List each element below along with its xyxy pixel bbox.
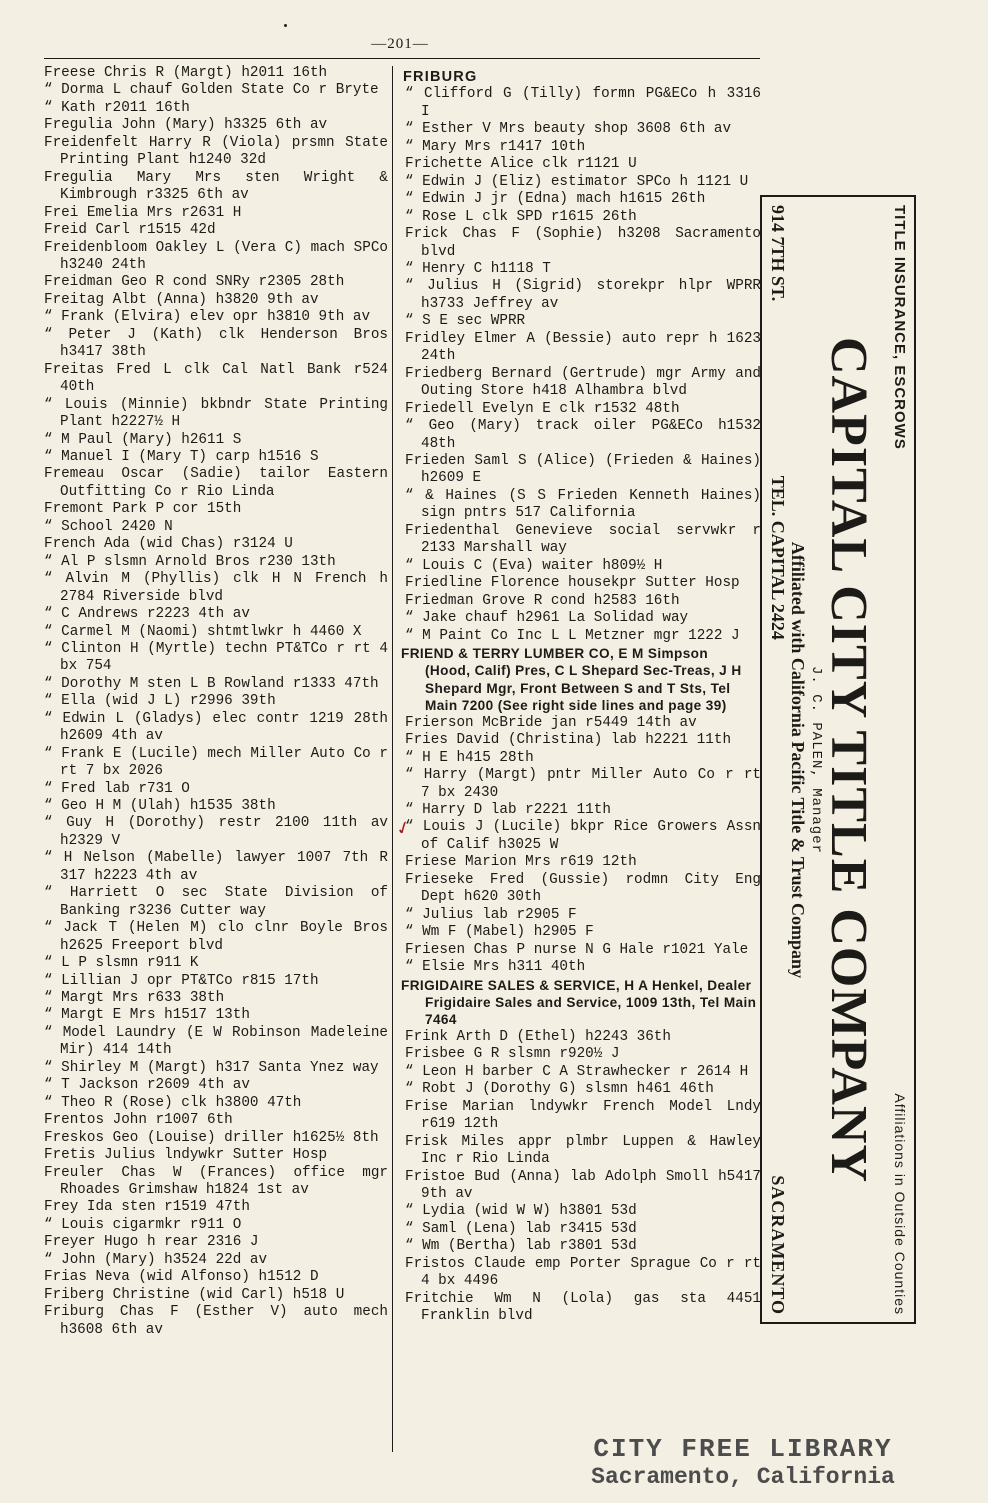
banner-manager: J. C. PALEN, Manager [808,665,824,854]
directory-entry: “ Carmel M (Naomi) shtmtlwkr h 4460 X [44,623,362,640]
directory-entry: “ Louis cigarmkr r911 O [44,1216,242,1233]
directory-entry: Fremeau Oscar (Sadie) tailor Eastern Outfitting Co r Rio Linda [44,466,388,500]
directory-entry: “ Robt J (Dorothy G) slsmn h461 46th [405,1081,714,1098]
directory-entry: “ M Paul (Mary) h2611 S [44,431,242,448]
directory-entry: Freitas Fred L clk Cal Natl Bank r524 40th [44,361,388,396]
directory-entry: Frias Neva (wid Alfonso) h1512 D [44,1269,319,1286]
directory-entry: “ Harry D lab r2221 11th [405,802,611,819]
directory-entry: “ Elsie Mrs h311 40th [405,959,586,976]
directory-entry: “ Kath r2011 16th [44,99,190,116]
directory-entry: “ Jake chauf h2961 La Solidad way [405,610,689,627]
directory-entry: Fristos Claude emp Porter Sprague Co r rt 4 bx 4496 [405,1255,761,1290]
directory-entry: “ Frank E (Lucile) mech Miller Auto Co r rt 7 bx 2026 [44,745,388,780]
directory-entry: Freid Carl r1515 42d [44,222,216,239]
directory-entry: “ S E sec WPRR [405,313,526,330]
directory-entry: Freidenbloom Oakley L (Vera C) mach SPCo h3240 24th [44,239,388,273]
banner-company-name: CAPITAL CITY TITLE COMPANY [820,336,877,1183]
directory-entry: “ & Haines (S S Frieden Kenneth Haines) sign pntrs 517 California [405,487,761,522]
directory-entry: Fretis Julius lndywkr Sutter Hosp [44,1147,328,1164]
directory-entry: “ Model Laundry (E W Robinson Madeleine Mir) 414 14th [44,1024,388,1059]
directory-entry: “ Peter J (Kath) clk Henderson Bros h3417 38th [44,326,388,361]
directory-entry: Frisbee G R slsmn r920½ J [405,1046,620,1063]
banner-title-insurance: TITLE INSURANCE, ESCROWS [891,204,908,450]
directory-entry: Freskos Geo (Louise) driller h1625½ 8th [44,1129,379,1146]
directory-entry: Frei Emelia Mrs r2631 H [44,204,242,221]
directory-entry: Friedenthal Genevieve social servwkr r 2133 Marshall way [405,522,761,557]
banner-bottom-line [767,205,788,1315]
directory-entry: “ Frank (Elvira) elev opr h3810 9th av [44,309,371,326]
directory-entry: Fremont Park P cor 15th [44,501,242,518]
directory-entry: “ Theo R (Rose) clk h3800 47th [44,1094,302,1111]
banner-phone: TEL. CAPITAL 2424 [768,475,788,640]
directory-entry: “ Edwin J jr (Edna) mach h1615 26th [405,191,706,208]
directory-entry: “ Louis C (Eva) waiter h809½ H [405,557,663,574]
directory-entry: Frieseke Fred (Gussie) rodmn City Eng Dept h620 30th [405,871,761,906]
directory-entry: “ Clinton H (Myrtle) techn PT&TCo r rt 4 bx 754 [44,640,388,675]
directory-entry: “ Henry C h1118 T [405,260,551,277]
directory-entry: Frieden Saml S (Alice) (Frieden & Haines) h2609 E [405,452,761,487]
directory-entry: Freese Chris R (Margt) h2011 16th [44,65,328,81]
directory-entry: “ Louis J (Lucile) bkpr Rice Growers Assn of Calif h3025 W [405,819,761,853]
directory-entry: “ Esther V Mrs beauty shop 3608 6th av [405,121,732,138]
directory-entry: Frey Ida sten r1519 47th [44,1199,250,1216]
directory-entry: Frisk Miles appr plmbr Luppen & Hawley Inc r Rio Linda [405,1133,761,1168]
directory-entry: “ Margt Mrs r633 38th [44,990,225,1007]
business-listing-bold: FRIEND & TERRY LUMBER CO, E M Simpson (Hood, Calif) Pres, C L Shepard Sec-Treas, J H Shepard Mgr, Front Between S and T Sts, Tel Main 7200 (See right side lines and page 39) [401,645,742,714]
directory-entry: “ H E h415 28th [405,749,534,766]
directory-entry: Friberg Christine (wid Carl) h518 U [44,1286,345,1303]
directory-entry: “ Harry (Margt) pntr Miller Auto Co r rt 7 bx 2430 [405,767,761,801]
directory-entry: “ Al P slsmn Arnold Bros r230 13th [44,553,336,570]
directory-entry: Friesen Chas P nurse N G Hale r1021 Yale [405,941,749,958]
section-heading: FRIBURG [403,69,478,85]
directory-entry: “ Edwin L (Gladys) elec contr 1219 28th h2609 4th av [44,710,388,745]
directory-entry: “ Lillian J opr PT&TCo r815 17th [44,972,319,989]
directory-entry: Freuler Chas W (Frances) office mgr Rhoades Grimshaw h1824 1st av [44,1164,388,1198]
directory-entry: “ Saml (Lena) lab r3415 53d [405,1220,637,1237]
directory-entry: French Ada (wid Chas) r3124 U [44,536,293,553]
directory-entry: “ Guy H (Dorothy) restr 2100 11th av h2329 V [44,815,388,849]
directory-entry: “ C Andrews r2223 4th av [44,606,250,623]
directory-entry: “ Alvin M (Phyllis) clk H N French h 2784 Riverside blvd [44,571,388,605]
directory-entry: Fristoe Bud (Anna) lab Adolph Smoll h5417 9th av [405,1168,761,1202]
directory-entry: Friedline Florence housekpr Sutter Hosp [405,575,740,592]
directory-entry: “ Leon H barber C A Strawhecker r 2614 H [405,1063,749,1080]
header-rule [44,58,760,59]
banner-city: SACRAMENTO [768,1174,788,1315]
directory-entry: Frentos John r1007 6th [44,1112,233,1129]
directory-entry: “ Fred lab r731 O [44,780,190,797]
directory-entry: “ Julius H (Sigrid) storekpr hlpr WPRR h3733 Jeffrey av [405,278,761,312]
directory-entry: “ Wm (Bertha) lab r3801 53d [405,1238,637,1255]
directory-entry: Fregulia John (Mary) h3325 6th av [44,117,328,134]
banner-address: 914 7TH ST. [768,204,788,301]
banner-affiliations: Affiliations in Outside Counties [892,1092,908,1315]
directory-entry: “ Manuel I (Mary T) carp h1516 S [44,448,319,465]
directory-entry: “ Ella (wid J L) r2996 39th [44,693,276,710]
directory-entry: Frichette Alice clk r1121 U [405,156,637,173]
directory-entry: Fries David (Christina) lab h2221 11th [405,732,732,749]
directory-entry: Friburg Chas F (Esther V) auto mech h3608 6th av [44,1304,388,1338]
library-stamp [578,1434,908,1490]
column-divider [392,66,393,1452]
directory-entry: “ John (Mary) h3524 22d av [44,1251,268,1268]
directory-entry: Friedman Grove R cond h2583 16th [405,592,680,609]
directory-entry: “ L P slsmn r911 K [44,955,199,972]
red-check-mark: ✓ [392,816,414,841]
directory-entry: “ Dorma L chauf Golden State Co r Bryte [44,82,379,99]
directory-entry: Frise Marian lndywkr French Model Lndy r619 12th [405,1098,761,1133]
directory-entry: Freitag Albt (Anna) h3820 9th av [44,291,319,308]
directory-entry: “ Jack T (Helen M) clo clnr Boyle Bros h2625 Freeport blvd [44,920,388,954]
directory-entry: “ Clifford G (Tilly) formn PG&ECo h 3316 I [405,86,761,120]
directory-entry: “ Julius lab r2905 F [405,906,577,923]
directory-entry: “ Geo (Mary) track oiler PG&ECo h1532 48th [405,418,761,452]
stamp-city: Sacramento, California [591,1464,895,1490]
business-listing-bold: FRIGIDAIRE SALES & SERVICE, H A Henkel, Dealer Frigidaire Sales and Service, 1009 13th, Tel Main 7464 [401,977,757,1028]
directory-entry: “ Mary Mrs r1417 10th [405,138,586,155]
directory-entry: “ Lydia (wid W W) h3801 53d [405,1203,637,1220]
directory-entry: Freidman Geo R cond SNRy r2305 28th [44,274,345,291]
banner-top-line [891,205,908,1315]
directory-entry: “ Rose L clk SPD r1615 26th [405,208,637,225]
capital-city-title-ad [760,195,916,1324]
directory-entry: “ T Jackson r2609 4th av [44,1077,250,1094]
directory-entry: “ M Paint Co Inc L L Metzner mgr 1222 J [405,627,740,644]
directory-entry: Frink Arth D (Ethel) h2243 36th [405,1028,671,1045]
directory-entry: “ Louis (Minnie) bkbndr State Printing Plant h2227½ H [44,396,388,431]
directory-entry: Fridley Elmer A (Bessie) auto repr h 1623 24th [405,330,761,365]
directory-entry: Friedell Evelyn E clk r1532 48th [405,400,680,417]
directory-entry: “ Harriett O sec State Division of Banking r3236 Cutter way [44,885,388,919]
middle-column [399,69,761,1326]
directory-entry: Friese Marion Mrs r619 12th [405,854,637,871]
banner-affiliation: Affiliated with California Pacific Title & Trust Company [788,541,808,978]
directory-entry: Frierson McBride jan r5449 14th av [405,714,697,731]
directory-entry: “ Margt E Mrs h1517 13th [44,1007,250,1024]
directory-entry: Fregulia Mary Mrs sten Wright & Kimbrough r3325 6th av [44,169,388,204]
directory-entry: Friedberg Bernard (Gertrude) mgr Army and Outing Store h418 Alhambra blvd [405,365,761,400]
page-number: —201— [371,36,429,52]
directory-entry: “ H Nelson (Mabelle) lawyer 1007 7th R 317 h2223 4th av [44,850,388,884]
directory-entry: Frick Chas F (Sophie) h3208 Sacramento blvd [405,226,761,260]
directory-entry: Freidenfelt Harry R (Viola) prsmn State Printing Plant h1240 32d [44,134,388,169]
directory-entry: “ Shirley M (Margt) h317 Santa Ynez way [44,1059,379,1076]
directory-entry: “ Geo H M (Ulah) h1535 38th [44,798,276,815]
directory-entry: “ Wm F (Mabel) h2905 F [405,924,594,941]
directory-entry: Fritchie Wm N (Lola) gas sta 4451 Franklin blvd [405,1290,761,1325]
left-column [38,65,388,1339]
ink-dot [284,24,287,27]
stamp-library-name: CITY FREE LIBRARY [593,1434,893,1464]
directory-entry: “ Edwin J (Eliz) estimator SPCo h 1121 U [405,173,749,190]
directory-entry: “ School 2420 N [44,518,173,535]
directory-entry: “ Dorothy M sten L B Rowland r1333 47th [44,675,379,692]
directory-entry: Freyer Hugo h rear 2316 J [44,1234,259,1251]
